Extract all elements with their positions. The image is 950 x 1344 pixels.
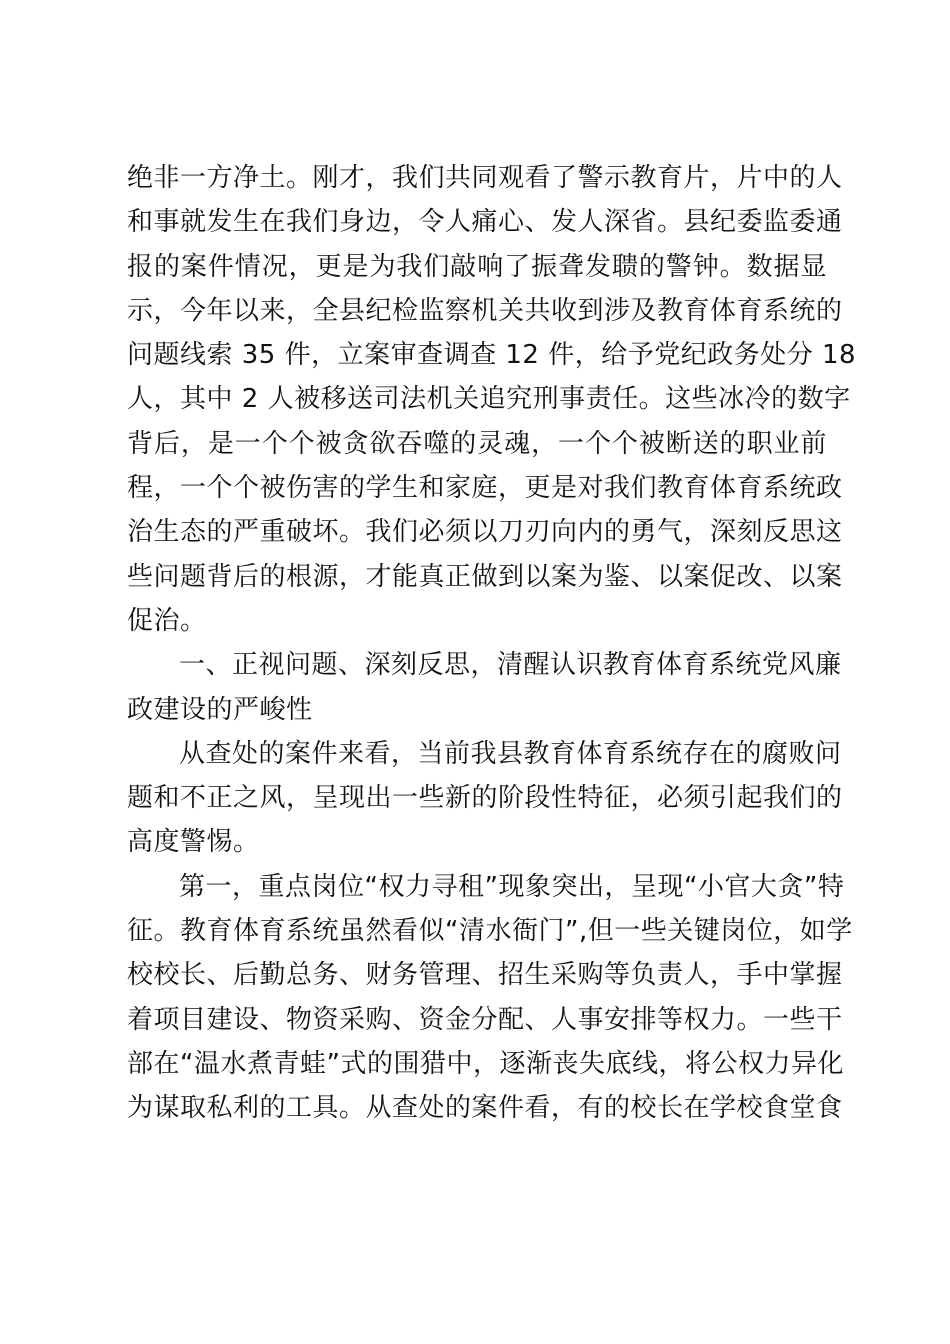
text-line: 促治。 [127, 605, 207, 636]
text-line: 第一，重点岗位“权力寻租”现象突出，呈现“小官大贪”特 [179, 871, 845, 902]
text-line: 程，一个个被伤害的学生和家庭，更是对我们教育体育系统政 [127, 473, 843, 504]
section-heading [127, 643, 842, 732]
paragraph-first-point [127, 865, 853, 1131]
text-line: 为谋取私利的工具。从查处的案件看，有的校长在学校食堂食 [127, 1093, 843, 1124]
text-line: 题和不正之风，呈现出一些新的阶段性特征，必须引起我们的 [127, 783, 843, 814]
text-line: 问题线索 35 件，立案审查调查 12 件，给予党纪政务处分 18 [127, 340, 857, 371]
text-line: 报的案件情况，更是为我们敲响了振聋发聩的警钟。数据显 [127, 251, 827, 282]
text-line: 示，今年以来，全县纪检监察机关共收到涉及教育体育系统的 [127, 295, 843, 326]
text-line: 治生态的严重破坏。我们必须以刀刃向内的勇气，深刻反思这 [127, 517, 843, 548]
text-line: 校校长、后勤总务、财务管理、招生采购等负责人，手中掌握 [127, 960, 843, 991]
text-line: 征。教育体育系统虽然看似“清水衙门”,但一些关键岗位，如学 [127, 916, 853, 947]
text-line: 着项目建设、物资采购、资金分配、人事安排等权力。一些干 [127, 1004, 843, 1035]
text-line: 和事就发生在我们身边，令人痛心、发人深省。县纪委监委通 [127, 207, 843, 238]
paragraph-observation [127, 732, 843, 865]
text-line: 背后，是一个个被贪欲吞噬的灵魂，一个个被断送的职业前 [127, 428, 827, 459]
text-line: 从查处的案件来看，当前我县教育体育系统存在的腐败问 [179, 738, 842, 769]
text-line: 部在“温水煮青蛙”式的围猎中，逐渐丧失底线，将公权力异化 [127, 1048, 844, 1079]
document-text [127, 156, 857, 1131]
text-line: 绝非一方净土。刚才，我们共同观看了警示教育片，片中的人 [127, 163, 843, 193]
heading-line: 政建设的严峻性 [127, 694, 313, 725]
heading-line: 一、正视问题、深刻反思，清醒认识教育体育系统党风廉 [179, 650, 842, 681]
text-line: 人，其中 2 人被移送司法机关追究刑事责任。这些冰冷的数字 [127, 384, 851, 415]
text-line: 些问题背后的根源，才能真正做到以案为鉴、以案促改、以案 [127, 561, 843, 592]
paragraph-intro [127, 156, 857, 643]
text-line: 高度警惕。 [127, 827, 260, 858]
